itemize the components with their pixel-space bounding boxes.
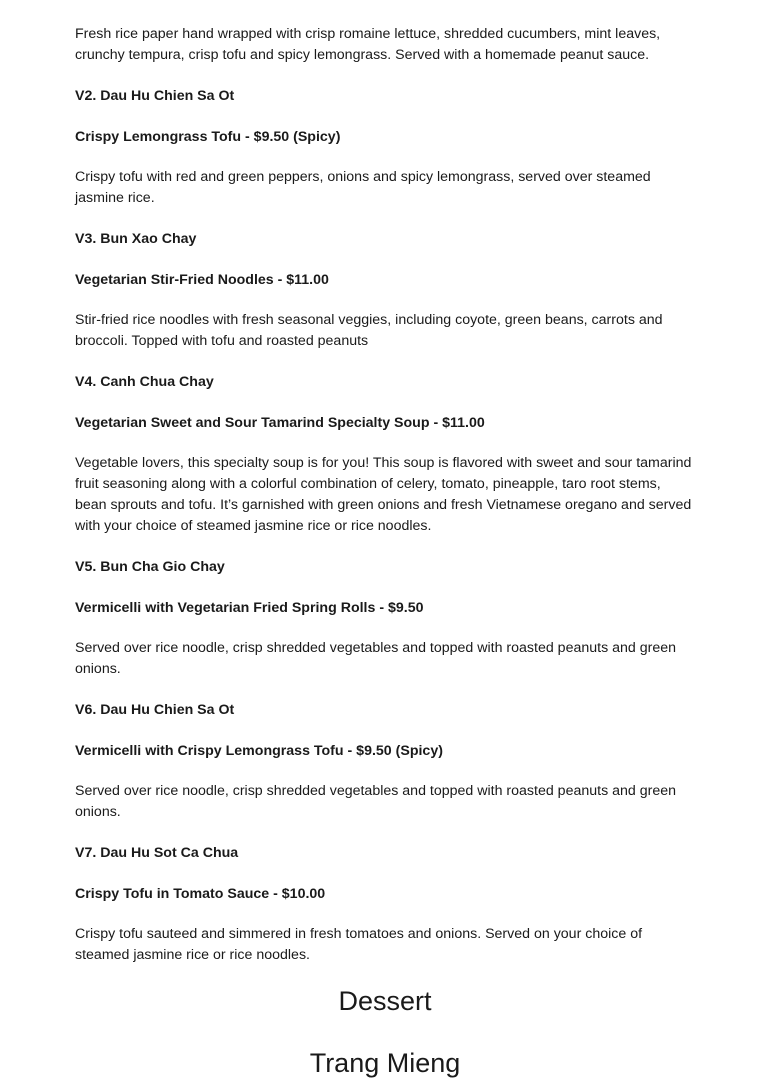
menu-item-v4 bbox=[75, 372, 695, 537]
item-description: Served over rice noodle, crisp shredded vegetables and topped with roasted peanuts and green onions. bbox=[75, 783, 677, 820]
menu-item-v5 bbox=[75, 557, 695, 680]
item-name-price: Vermicelli with Vegetarian Fried Spring Rolls - $9.50 bbox=[75, 599, 424, 616]
item-name-price: Crispy Tofu in Tomato Sauce - $10.00 bbox=[75, 885, 326, 902]
item-name-price: Crispy Lemongrass Tofu - $9.50 (Spicy) bbox=[75, 128, 341, 145]
item-name-price: Vermicelli with Crispy Lemongrass Tofu - $9.50 (Spicy) bbox=[75, 742, 443, 759]
menu-item-v2 bbox=[75, 86, 695, 209]
item-description: Stir-fried rice noodles with fresh seasonal veggies, including coyote, green beans, carrots and broccoli. Topped with tofu and roasted peanuts bbox=[75, 312, 663, 349]
item-name-price: Vegetarian Sweet and Sour Tamarind Specialty Soup - $11.00 bbox=[75, 414, 485, 431]
item-description: Served over rice noodle, crisp shredded vegetables and topped with roasted peanuts and green onions. bbox=[75, 640, 677, 677]
item-description: Crispy tofu with red and green peppers, onions and spicy lemongrass, served over steamed jasmine rice. bbox=[75, 169, 651, 206]
item-description: Crispy tofu sauteed and simmered in fresh tomatoes and onions. Served on your choice of steamed jasmine rice or rice noodles. bbox=[75, 926, 643, 963]
item-code: V5. Bun Cha Gio Chay bbox=[75, 559, 225, 575]
item-code: V2. Dau Hu Chien Sa Ot bbox=[75, 88, 235, 104]
section-title-dessert: Dessert bbox=[338, 986, 432, 1016]
item-code: V4. Canh Chua Chay bbox=[75, 374, 214, 390]
menu-item-v3 bbox=[75, 229, 695, 352]
menu-item-v7 bbox=[75, 843, 695, 966]
menu-page bbox=[75, 0, 695, 966]
item-code: V3. Bun Xao Chay bbox=[75, 231, 197, 247]
item-description: Vegetable lovers, this specialty soup is for you! This soup is flavored with sweet and sour tamarind fruit seasoning along with a colorful combination of celery, tomato, pineapple, taro root stems, bean sprouts and tofu. It’s garnished with green onions and fresh Vietnamese oregano and served with your choice of steamed jasmine rice or rice noodles. bbox=[75, 455, 692, 534]
item-name-price: Vegetarian Stir-Fried Noodles - $11.00 bbox=[75, 271, 329, 288]
item-code: V7. Dau Hu Sot Ca Chua bbox=[75, 845, 239, 861]
section-title-trang-mieng: Trang Mieng bbox=[309, 1048, 461, 1078]
menu-item-v6 bbox=[75, 700, 695, 823]
item-description-intro: Fresh rice paper hand wrapped with crisp romaine lettuce, shredded cucumbers, mint leaves, crunchy tempura, crisp tofu and spicy lemongrass. Served with a homemade peanut sauce. bbox=[75, 26, 661, 63]
item-code: V6. Dau Hu Chien Sa Ot bbox=[75, 702, 235, 718]
